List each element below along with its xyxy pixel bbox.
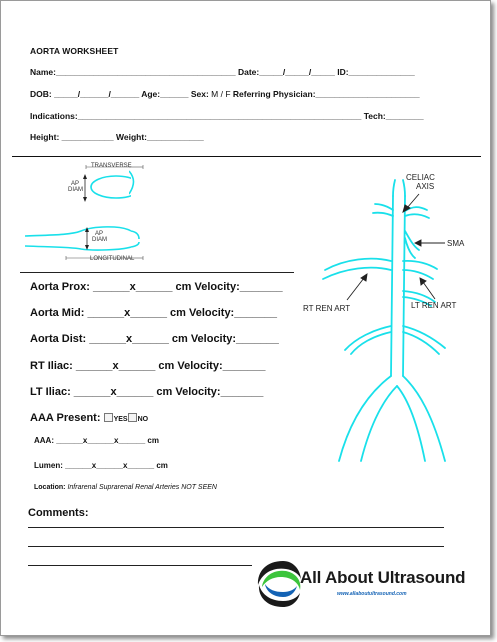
referring-physician-label: Referring Physician:______________________ [230, 89, 420, 99]
comment-line-3[interactable] [28, 565, 252, 566]
longitudinal-label: LONGITUDINAL [90, 256, 135, 262]
transverse-label: TRANSVERSE [91, 163, 132, 169]
ap-label: AP [71, 181, 80, 187]
logo-name: All About Ultrasound [300, 568, 466, 587]
header-row-height-weight[interactable]: Height: ___________ Weight:____________ [30, 132, 204, 142]
sma-label: SMA [447, 239, 465, 248]
comments-label: Comments: [28, 507, 89, 519]
ap-diam-label-transverse [68, 181, 83, 193]
no-checkbox[interactable] [128, 413, 137, 422]
diagram-right-edge [129, 163, 149, 263]
axis-label: AXIS [416, 182, 435, 191]
aorta-dist-row[interactable]: Aorta Dist: ______x______ cm Velocity:_______ [30, 333, 279, 345]
celiac-label: CELIAC [406, 173, 435, 182]
diagram-separator-line [20, 272, 294, 273]
sex-options[interactable]: M / F [211, 89, 231, 99]
ap-label: AP [95, 231, 104, 237]
location-options: Infrarenal Suprarenal Renal Arteries NOT SEEN [67, 484, 217, 491]
ap-diam-label-longitudinal [92, 231, 107, 243]
diam-label: DIAM [68, 187, 83, 193]
worksheet-title: AORTA WORKSHEET [30, 46, 119, 56]
header-row-name[interactable]: Name:______________________________________ Date:_____/_____/_____ ID:______________ [30, 67, 415, 77]
rt-iliac-row[interactable]: RT Iliac: ______x______ cm Velocity:_______ [30, 360, 266, 372]
aaa-present-label: AAA Present: [30, 412, 104, 424]
comment-line-1[interactable] [28, 527, 444, 528]
aaa-present-row [30, 412, 148, 424]
dob-age-label: DOB: _____/______/______ Age:______ Sex: [30, 89, 212, 99]
yes-label: YES [113, 416, 128, 423]
comment-line-2[interactable] [28, 546, 444, 547]
location-row[interactable] [34, 484, 217, 491]
aorta-cross-section-diagram [21, 159, 131, 267]
location-label: Location: [34, 484, 68, 491]
lt-iliac-row[interactable]: LT Iliac: ______x______ cm Velocity:_______ [30, 386, 264, 398]
aorta-mid-row[interactable]: Aorta Mid: ______x______ cm Velocity:_______ [30, 307, 278, 319]
rt-ren-art-label: RT REN ART [303, 304, 351, 313]
header-row-dob[interactable] [30, 89, 420, 99]
aorta-prox-row[interactable]: Aorta Prox: ______x______ cm Velocity:_______ [30, 281, 283, 293]
lt-ren-art-label: LT REN ART [411, 301, 457, 310]
ultrasound-logo-icon [253, 557, 305, 613]
diagram-arrows [331, 186, 471, 306]
section-divider [12, 156, 481, 157]
logo-url: www.allaboutultrasound.com [337, 591, 407, 597]
lumen-measurement-row[interactable]: Lumen: ______x______x______ cm [34, 461, 168, 470]
yes-checkbox[interactable] [104, 413, 113, 422]
diam-label: DIAM [92, 237, 107, 243]
no-label: NO [137, 416, 149, 423]
aaa-measurement-row[interactable]: AAA: ______x______x______ cm [34, 436, 159, 445]
header-row-indications[interactable]: Indications:____________________________________________________________ Tech:________ [30, 111, 424, 121]
